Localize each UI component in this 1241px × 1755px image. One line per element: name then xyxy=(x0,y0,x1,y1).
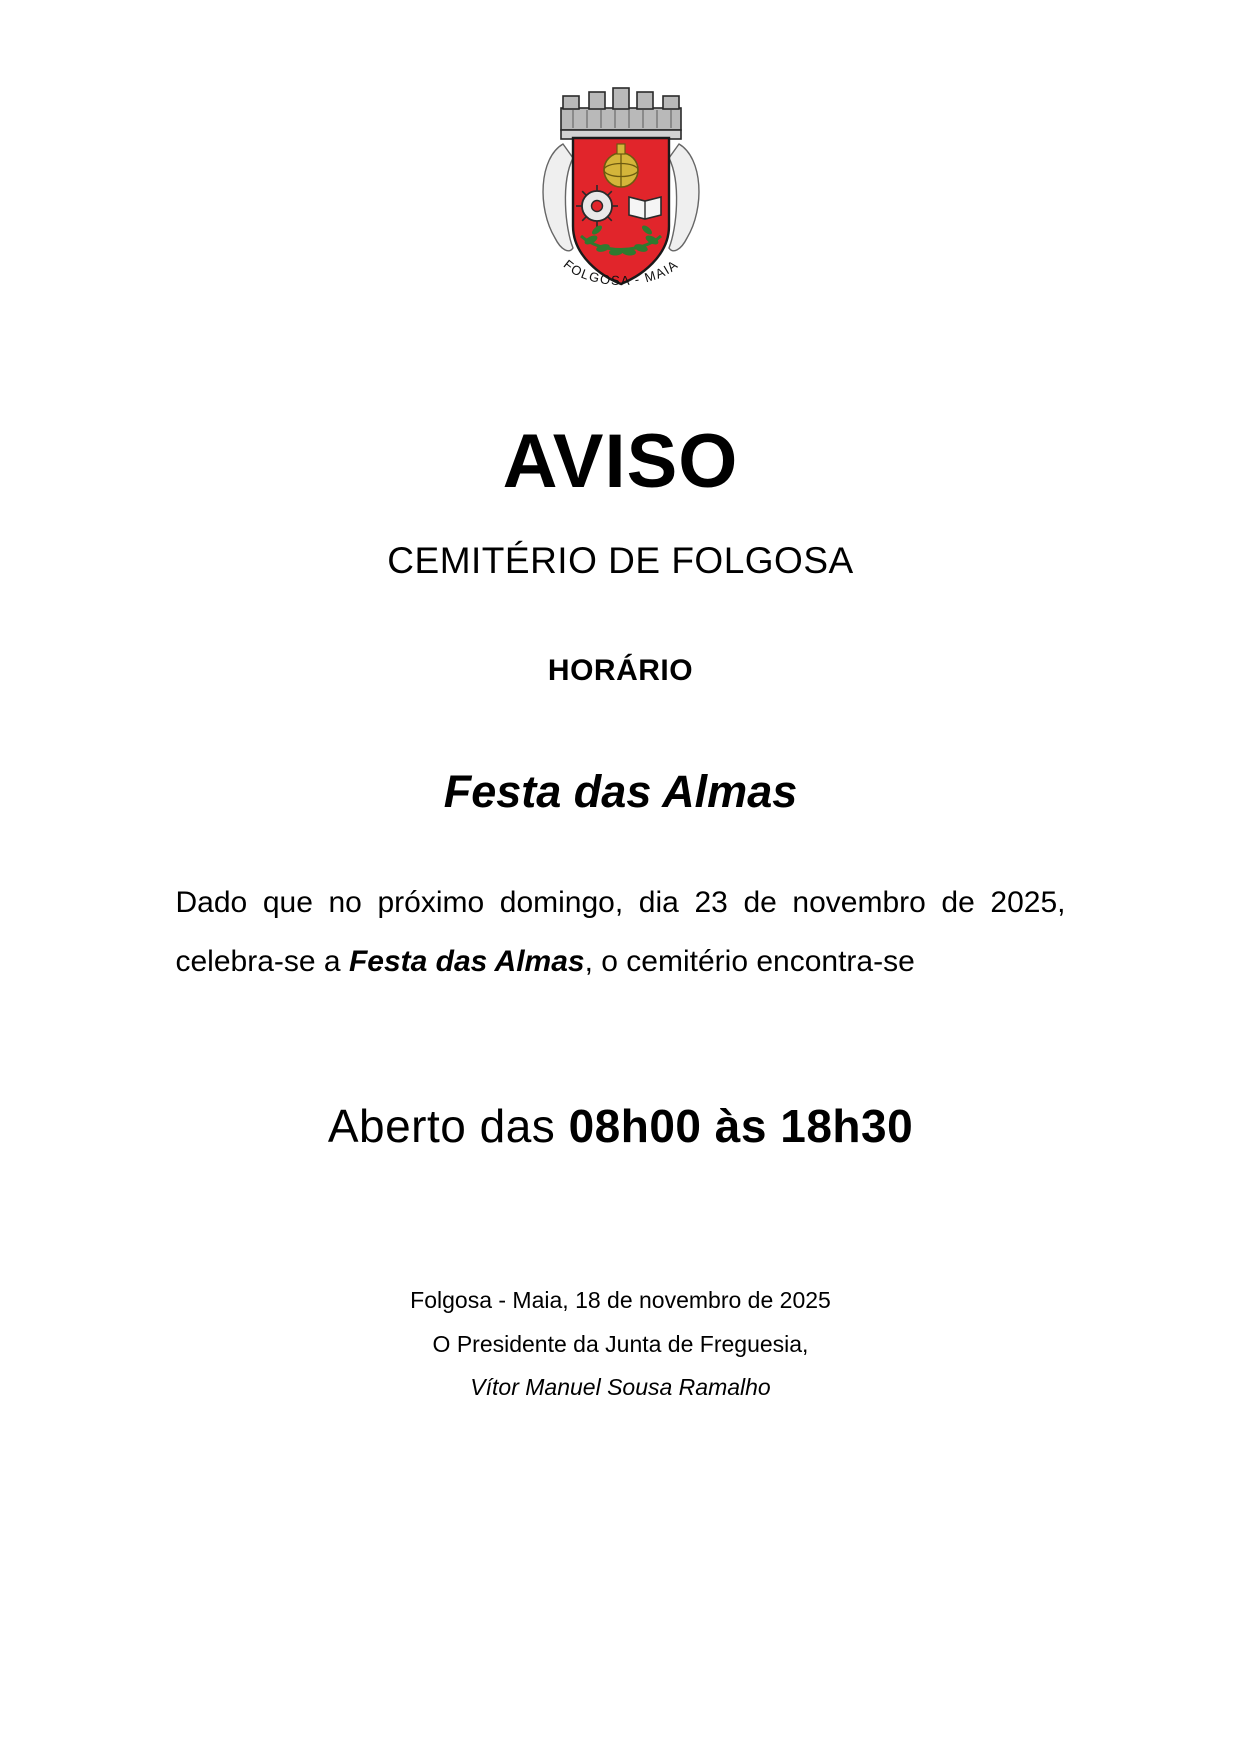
section-label-horario: HORÁRIO xyxy=(547,654,694,687)
schedule-line xyxy=(328,1099,913,1153)
body-line-2-prefix: celebra-se a xyxy=(175,944,349,978)
schedule-open-time: 08h00 xyxy=(568,1100,702,1152)
event-title: Festa das Almas xyxy=(443,766,798,817)
signature-block xyxy=(120,1279,1121,1410)
body-line-2-suffix: , o cemitério encontra-se xyxy=(584,944,915,978)
page-title: AVISO xyxy=(502,419,739,504)
page-subtitle: CEMITÉRIO DE FOLGOSA xyxy=(387,540,854,581)
body-line-1: Dado que no próximo domingo, dia 23 de novembro de 2025, xyxy=(175,886,1066,919)
signature-name: Vítor Manuel Sousa Ramalho xyxy=(470,1374,771,1401)
body-line-2-emphasis: Festa das Almas xyxy=(348,944,585,978)
schedule-separator: às xyxy=(701,1100,781,1152)
schedule-prefix: Aberto das xyxy=(327,1100,569,1152)
crest-motto: FOLGOSA - MAIA xyxy=(560,256,681,289)
notice-body xyxy=(176,874,1066,991)
coat-of-arms-icon xyxy=(521,78,721,304)
signature-place-date: Folgosa - Maia, 18 de novembro de 2025 xyxy=(410,1287,831,1313)
coat-of-arms xyxy=(516,78,726,308)
body-line-2 xyxy=(176,933,1066,992)
schedule-close-time: 18h30 xyxy=(780,1100,914,1152)
signature-role: O Presidente da Junta de Freguesia, xyxy=(432,1330,809,1357)
